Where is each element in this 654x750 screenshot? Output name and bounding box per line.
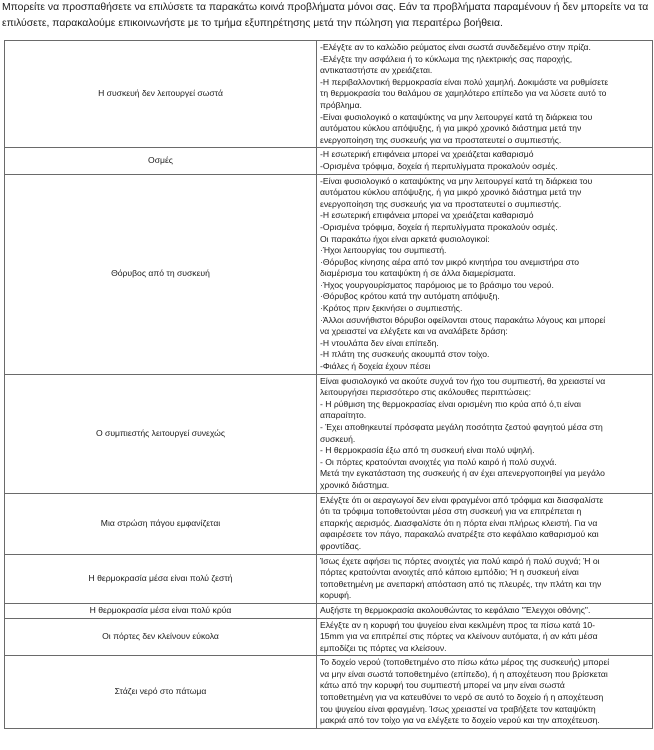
solution-line: αφαιρέσετε τον πάγο, παρακαλώ ανατρέξτε στο κεφάλαιο καθαρισμού και	[320, 529, 599, 540]
solution-line: χρονικό διάστημα.	[320, 479, 390, 490]
solution-line: τοποθετημένη με ανεπαρκή απόσταση από τις πλευρές, την πλάτη και την	[320, 578, 602, 589]
solution-line: -Η περιβαλλοντική θερμοκρασία είναι πολύ χαμηλή. Δοκιμάστε να ρυθμίσετε	[320, 76, 609, 87]
solution-line: Αυξήστε τη θερμοκρασία ακολουθώντας το κεφάλαιο "Έλεγχοι οθόνης".	[320, 604, 591, 615]
troubleshooting-table	[4, 40, 653, 729]
solution-line: πρόβλημα.	[320, 99, 362, 110]
issue-cell: Θόρυβος από τη συσκευή	[5, 174, 317, 374]
solution-line: -Η εσωτερική επιφάνεια μπορεί να χρειάζεται καθαρισμό	[320, 210, 534, 221]
table-row	[5, 554, 653, 603]
solution-cell	[317, 148, 653, 174]
intro-line-2: επιλύσετε, παρακαλούμε επικοινωνήστε με το τμήμα εξυπηρέτησης μετά την πώληση για περαιτέρω βοήθεια.	[2, 17, 503, 29]
solution-line: ·Κρότος πριν ξεκινήσει ο συμπιεστής.	[320, 303, 463, 314]
solution-line: πόρτες κρατούνται ανοιχτές από κάποιο εμπόδιο; Ή η συσκευή είναι	[320, 567, 579, 578]
solution-line: μακριά από τον τοίχο για να ελέγξετε το δοχείο νερού και την αποχέτευση.	[320, 715, 600, 726]
table-row	[5, 41, 653, 148]
table-row	[5, 493, 653, 554]
solution-line: λειτουργήσει περισσότερο στις ακόλουθες περιπτώσεις:	[320, 387, 532, 398]
solution-cell	[317, 493, 653, 554]
solution-line: συσκευή.	[320, 433, 356, 444]
solution-line: Ελέγξτε ότι οι αεραγωγοί δεν είναι φραγμένοι από τρόφιμα και διασφαλίστε	[320, 494, 604, 505]
solution-line: -Είναι φυσιολογικό ο καταψύκτης να μην λειτουργεί κατά τη διάρκεια του	[320, 111, 593, 122]
solution-line: ·Θόρυβος κρότου κατά την αυτόματη απόψυξη.	[320, 291, 500, 302]
solution-line: εμποδίζει τις πόρτες να κλείσουν.	[320, 642, 447, 653]
solution-line: κάτω από την κορυφή του συμπιεστή μπορεί να μην είναι σωστά	[320, 680, 565, 691]
solution-line: - Έχει αποθηκευτεί πρόσφατα μεγάλη ποσότητα ζεστού φαγητού μέσα στη	[320, 422, 603, 432]
solution-line: Ελέγξτε αν η κορυφή του ψυγείου είναι κεκλιμένη προς τα πίσω κατά 10-	[320, 619, 595, 630]
solution-line: ενεργοποίηση της συσκευής για να προστατευτεί ο συμπιεστής.	[320, 134, 562, 145]
solution-line: Το δοχείο νερού (τοποθετημένο στο πίσω κάτω μέρος της συσκευής) μπορεί	[320, 657, 610, 668]
solution-line: - Η ρύθμιση της θερμοκρασίας είναι ορισμένη πιο κρύα από ό,τι είναι	[320, 398, 581, 409]
table-row	[5, 148, 653, 174]
solution-line: απαραίτητο.	[320, 410, 367, 421]
solution-line: Μετά την εγκατάσταση της συσκευής ή αν έχει απενεργοποιηθεί για μεγάλο	[320, 468, 605, 479]
solution-line: να χρειαστεί να ελέγξετε και να αναλάβετε δράση:	[320, 326, 508, 337]
solution-line: ·Ήχοι λειτουργίας του συμπιεστή.	[320, 245, 447, 256]
solution-line: τοποθετημένη για να κατευθύνει το νερό σε αυτό το δοχείο ή η αποχέτευση	[320, 692, 604, 703]
solution-line: να μην είναι σωστά τοποθετημένο (επίπεδο), ή η αποχέτευση που βρίσκεται	[320, 668, 608, 679]
intro-paragraph	[2, 0, 654, 31]
solution-line: Είναι φυσιολογικό να ακούτε συχνά τον ήχο του συμπιεστή, θα χρειαστεί να	[320, 375, 606, 386]
issue-cell: Στάζει νερό στο πάτωμα	[5, 656, 317, 729]
solution-line: κορυφή.	[320, 590, 352, 601]
table-row	[5, 618, 653, 656]
table-row	[5, 174, 653, 374]
solution-line: ότι τα τρόφιμα τοποθετούνται μέσα στη συσκευή για να επιτρέπεται η	[320, 506, 582, 517]
issue-cell: Οι πόρτες δεν κλείνουν εύκολα	[5, 618, 317, 656]
solution-cell	[317, 656, 653, 729]
issue-cell: Η συσκευή δεν λειτουργεί σωστά	[5, 41, 317, 148]
solution-line: -Ορισμένα τρόφιμα, δοχεία ή περιτυλίγματα προκαλούν οσμές.	[320, 160, 558, 171]
issue-cell: Ο συμπιεστής λειτουργεί συνεχώς	[5, 374, 317, 493]
solution-line: ενεργοποίηση της συσκευής για να προστατευτεί ο συμπιεστής.	[320, 198, 562, 209]
solution-line: ·Άλλοι ασυνήθιστοι θόρυβοι οφείλονται στους παρακάτω λόγους και μπορεί	[320, 314, 606, 325]
solution-line: -Είναι φυσιολογικό ο καταψύκτης να μην λειτουργεί κατά τη διάρκεια του	[320, 175, 593, 186]
solution-line: διαμέρισμα του καταψύκτη ή σε άλλα διαμερίσματα.	[320, 268, 516, 279]
solution-line: -Ελέγξτε αν το καλώδιο ρεύματος είναι σωστά συνδεδεμένο στην πρίζα.	[320, 42, 591, 52]
solution-line: ·Θόρυβος κίνησης αέρα από τον μικρό κινητήρα του ανεμιστήρα στο	[320, 256, 579, 267]
solution-line: φροντίδας.	[320, 540, 362, 551]
issue-cell: Η θερμοκρασία μέσα είναι πολύ κρύα	[5, 603, 317, 618]
solution-line: -Ελέγξτε την ασφάλεια ή το κύκλωμα της ηλεκτρικής σας παροχής,	[320, 53, 573, 64]
table-row	[5, 374, 653, 493]
solution-line: - Η θερμοκρασία έξω από τη συσκευή είναι πολύ υψηλή.	[320, 445, 535, 456]
table-row	[5, 603, 653, 618]
solution-line: του ψυγείου είναι φραγμένη. Ίσως χρειαστεί να τραβήξετε τον καταψύκτη	[320, 703, 596, 714]
solution-line: - Οι πόρτες κρατούνται ανοιχτές για πολύ καιρό ή πολύ συχνά.	[320, 456, 557, 467]
solution-line: -Ορισμένα τρόφιμα, δοχεία ή περιτυλίγματα προκαλούν οσμές.	[320, 221, 558, 232]
troubleshooting-table-body	[5, 41, 653, 729]
solution-line: τη θερμοκρασία του θαλάμου σε χαμηλότερο επίπεδο για να λύσετε αυτό το	[320, 88, 607, 99]
issue-cell: Μια στρώση πάγου εμφανίζεται	[5, 493, 317, 554]
solution-cell	[317, 174, 653, 374]
table-row	[5, 656, 653, 729]
solution-line: αυτόματου κύκλου απόψυξης, ή για μικρό χρονικό διάστημα μετά την	[320, 123, 582, 134]
solution-line: 15mm για να επιτρέπεί στις πόρτες να κλείνουν αυτόματα, ή αν κάτι μέσα	[320, 631, 598, 642]
solution-line: Οι παρακάτω ήχοι είναι αρκετά φυσιολογικοί:	[320, 233, 490, 244]
solution-line: αυτόματου κύκλου απόψυξης, ή για μικρό χρονικό διάστημα μετά την	[320, 187, 582, 198]
intro-line-1: Μπορείτε να προσπαθήσετε να επιλύσετε τα παρακάτω κοινά προβλήματα μόνοι σας. Εάν τα προβλήματα παραμένουν ή δεν μπορείτε να τα	[2, 2, 649, 13]
solution-line: -Η εσωτερική επιφάνεια μπορεί να χρειάζεται καθαρισμό	[320, 149, 534, 160]
issue-cell: Η θερμοκρασία μέσα είναι πολύ ζεστή	[5, 554, 317, 603]
solution-line: -Φιάλες ή δοχεία έχουν πέσει	[320, 361, 431, 372]
solution-cell	[317, 374, 653, 493]
issue-cell: Οσμές	[5, 148, 317, 174]
solution-line: -Η ντουλάπα δεν είναι επίπεδη.	[320, 337, 439, 348]
solution-line: επαρκής αερισμός. Διασφαλίστε ότι η πόρτα είναι πλήρως κλειστή. Για να	[320, 517, 598, 528]
solution-cell	[317, 618, 653, 656]
solution-cell	[317, 554, 653, 603]
solution-line: Ίσως έχετε αφήσει τις πόρτες ανοιχτές για πολύ καιρό ή πολύ συχνά; Ή οι	[320, 555, 600, 566]
solution-line: ·Ήχος γουργουρίσματος παρόμοιος με το βράσιμο του νερού.	[320, 279, 554, 290]
solution-line: αντικαταστήστε αν χρειάζεται.	[320, 65, 433, 76]
solution-line: -Η πλάτη της συσκευής ακουμπά στον τοίχο.	[320, 349, 490, 360]
solution-cell	[317, 603, 653, 618]
solution-cell	[317, 41, 653, 148]
